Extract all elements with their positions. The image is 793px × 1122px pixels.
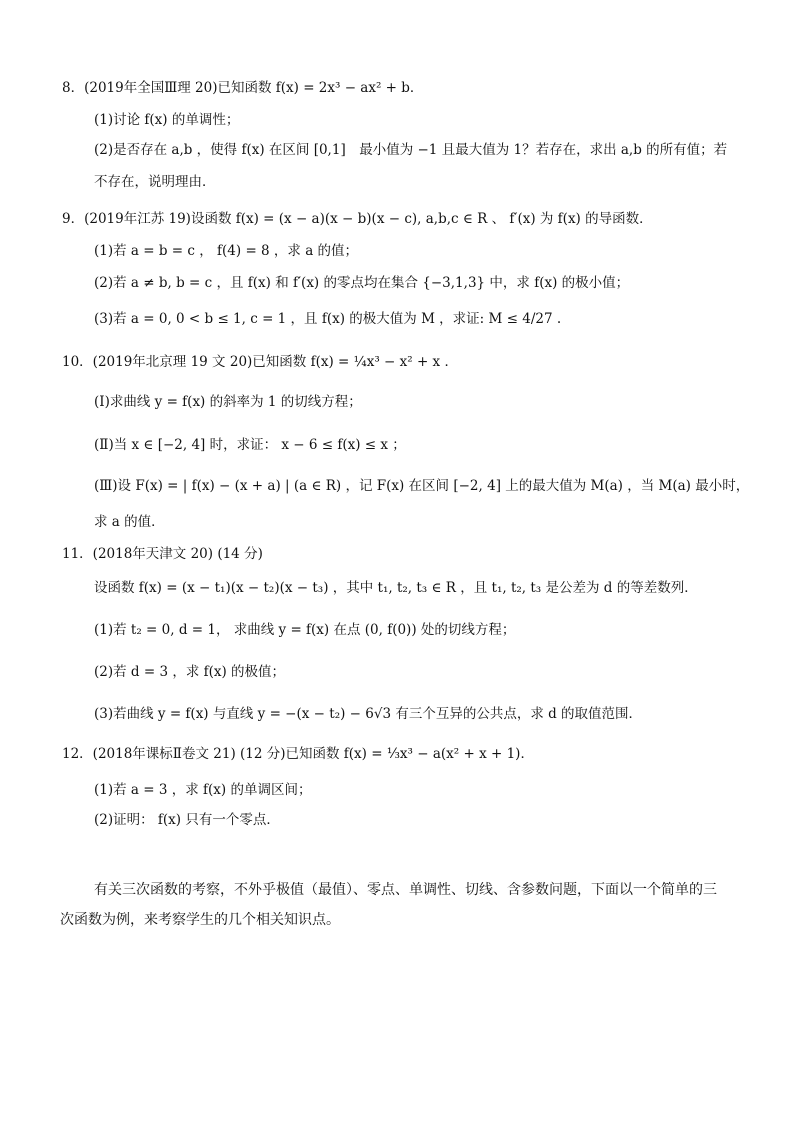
question-11-header: 11．(2018年天津文 20) (14 分) (62, 546, 263, 562)
question-11-part-2: (2)若 d = 3 ，求 f(x) 的极值； (94, 664, 286, 680)
question-8-header: 8．(2019年全国Ⅲ理 20)已知函数 f(x) = 2x³ − ax² + b． (62, 80, 424, 96)
question-8-part-2-cont: 不存在，说明理由． (94, 174, 216, 190)
question-10-part-3-cont: 求 a 的值． (94, 514, 165, 530)
question-9-part-3: (3)若 a = 0, 0 < b ≤ 1, c = 1 ，且 f(x) 的极大值为 M ，求证: M ≤ 4/27 . (94, 311, 562, 327)
question-11-part-3: (3)若曲线 y = f(x) 与直线 y = −(x − t₂) − 6√3 有三个互异的公共点，求 d 的取值范围． (94, 706, 643, 722)
question-10-part-3: (Ⅲ)设 F(x) = | f(x) − (x + a) | (a ∈ R) ，记 F(x) 在区间 [−2, 4] 上的最大值为 M(a) ，当 M(a) 最小时， (94, 478, 750, 494)
summary-paragraph-line-1: 有关三次函数的考察，不外乎极值（最值）、零点、单调性、切线、含参数问题，下面以一个简单的三 (94, 882, 717, 898)
question-8-part-2: (2)是否存在 a,b ，使得 f(x) 在区间 [0,1] 最小值为 −1 且最大值为 1？若存在，求出 a,b 的所有值；若 (94, 142, 728, 158)
question-11-part-1: (1)若 t₂ = 0, d = 1， 求曲线 y = f(x) 在点 (0, f(0)) 处的切线方程； (94, 622, 516, 638)
summary-paragraph-line-2: 次函数为例，来考察学生的几个相关知识点。 (60, 912, 340, 928)
question-10-header: 10．(2019年北京理 19 文 20)已知函数 f(x) = ¼x³ − x² + x ． (62, 354, 458, 370)
question-12-part-2: (2)证明： f(x) 只有一个零点． (94, 812, 280, 828)
question-12-header: 12．(2018年课标Ⅱ卷文 21) (12 分)已知函数 f(x) = ⅓x³ − a(x² + x + 1)． (62, 746, 534, 762)
question-8-part-1: (1)讨论 f(x) 的单调性； (94, 112, 240, 128)
question-10-part-1: (Ⅰ)求曲线 y = f(x) 的斜率为 1 的切线方程； (94, 394, 362, 410)
question-10-part-2: (Ⅱ)当 x ∈ [−2, 4] 时，求证： x − 6 ≤ f(x) ≤ x ； (94, 437, 406, 453)
question-9-header: 9．(2019年江苏 19)设函数 f(x) = (x − a)(x − b)(x − c), a,b,c ∈ R 、 f′(x) 为 f(x) 的导函数． (62, 211, 653, 227)
question-12-part-1: (1)若 a = 3 ，求 f(x) 的单调区间； (94, 782, 312, 798)
question-9-part-1: (1)若 a = b = c ， f(4) = 8 ，求 a 的值； (94, 243, 359, 259)
question-9-part-2: (2)若 a ≠ b, b = c ，且 f(x) 和 f′(x) 的零点均在集合 {−3,1,3} 中，求 f(x) 的极小值； (94, 275, 630, 291)
question-11-intro: 设函数 f(x) = (x − t₁)(x − t₂)(x − t₃) ，其中 t₁, t₂, t₃ ∈ R ，且 t₁, t₂, t₃ 是公差为 d 的等差数列． (94, 580, 698, 596)
